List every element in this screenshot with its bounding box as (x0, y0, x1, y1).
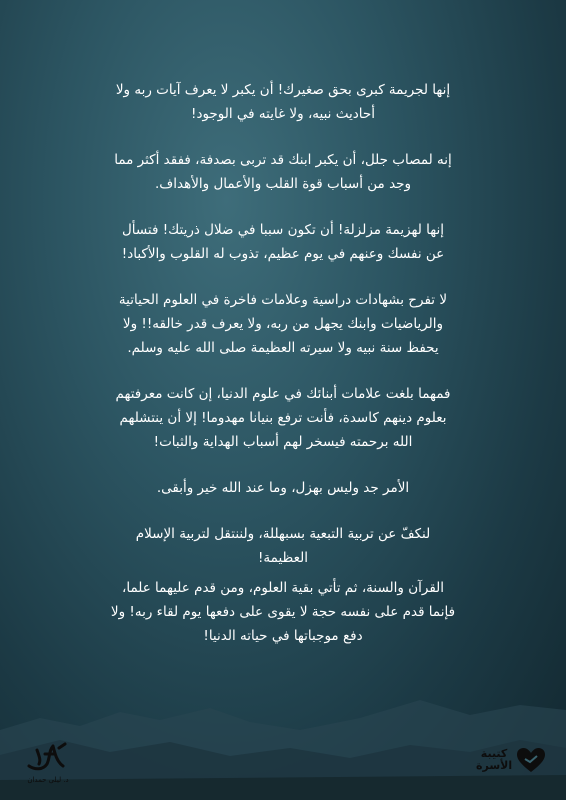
author-signature (18, 732, 78, 784)
heart-icon (516, 747, 546, 773)
signature-text: د. ليلى حمدان (27, 776, 69, 784)
paragraph-8: القرآن والسنة، ثم تأتي بقية العلوم، ومن قدم عليهما علما، فإنما قدم على نفسه حجة لا يقوى على دفعها يوم لقاء ربه! ولا دفع موجباتها في حياته الدنيا! (110, 580, 456, 644)
article-text (40, 78, 526, 670)
paragraph-2: إنه لمصاب جلل، أن يكبر ابنك قد تربى بصدفة، ففقد أكثر مما وجد من أسباب قوة القلب والأعمال والأهداف. (114, 152, 452, 192)
brand-name (476, 748, 512, 772)
paragraph-4: لا تفرح بشهادات دراسية وعلامات فاخرة في العلوم الحياتية والرياضيات وابنك يجهل من ربه، ولا يعرف قدر خالقه!! ولا يحفظ سنة نبيه ولا سيرته العظيمة صلى الله عليه وسلم. (118, 292, 448, 356)
paragraph-3: إنها لهزيمة مزلزلة! أن تكون سببا في ضلال ذريتك! فتسأل عن نفسك وعنهم في يوم عظيم، تذوب له القلوب والأكباد! (121, 222, 445, 262)
paragraph-1: إنها لجريمة كبرى بحق صغيرك! أن يكبر لا يعرف آيات ربه ولا أحاديث نبيه، ولا غايته في الوجود! (115, 82, 451, 122)
paragraph-6: الأمر جد وليس بهزل، وما عند الله خير وأبقى. (156, 480, 410, 496)
brand-line-1: كتيبة (480, 747, 508, 760)
footer (0, 728, 566, 788)
brand-line-2: الأسرة (476, 759, 513, 772)
paragraph-5: فمهما بلغت علامات أبنائك في علوم الدنيا، إن كانت معرفتهم بعلوم دينهم كاسدة، فأنت ترفع بنيانا مهدوما! إلا أن ينتشلهم الله برحمته فيسخر لهم أسباب الهداية والثبات! (115, 386, 451, 450)
brand-logo (476, 736, 556, 784)
calligraphy-signature-icon (25, 740, 71, 774)
paragraph-7: لنكفّ عن تربية التبعية بسبهللة، ولننتقل لتربية الإسلام العظيمة! (135, 526, 431, 566)
